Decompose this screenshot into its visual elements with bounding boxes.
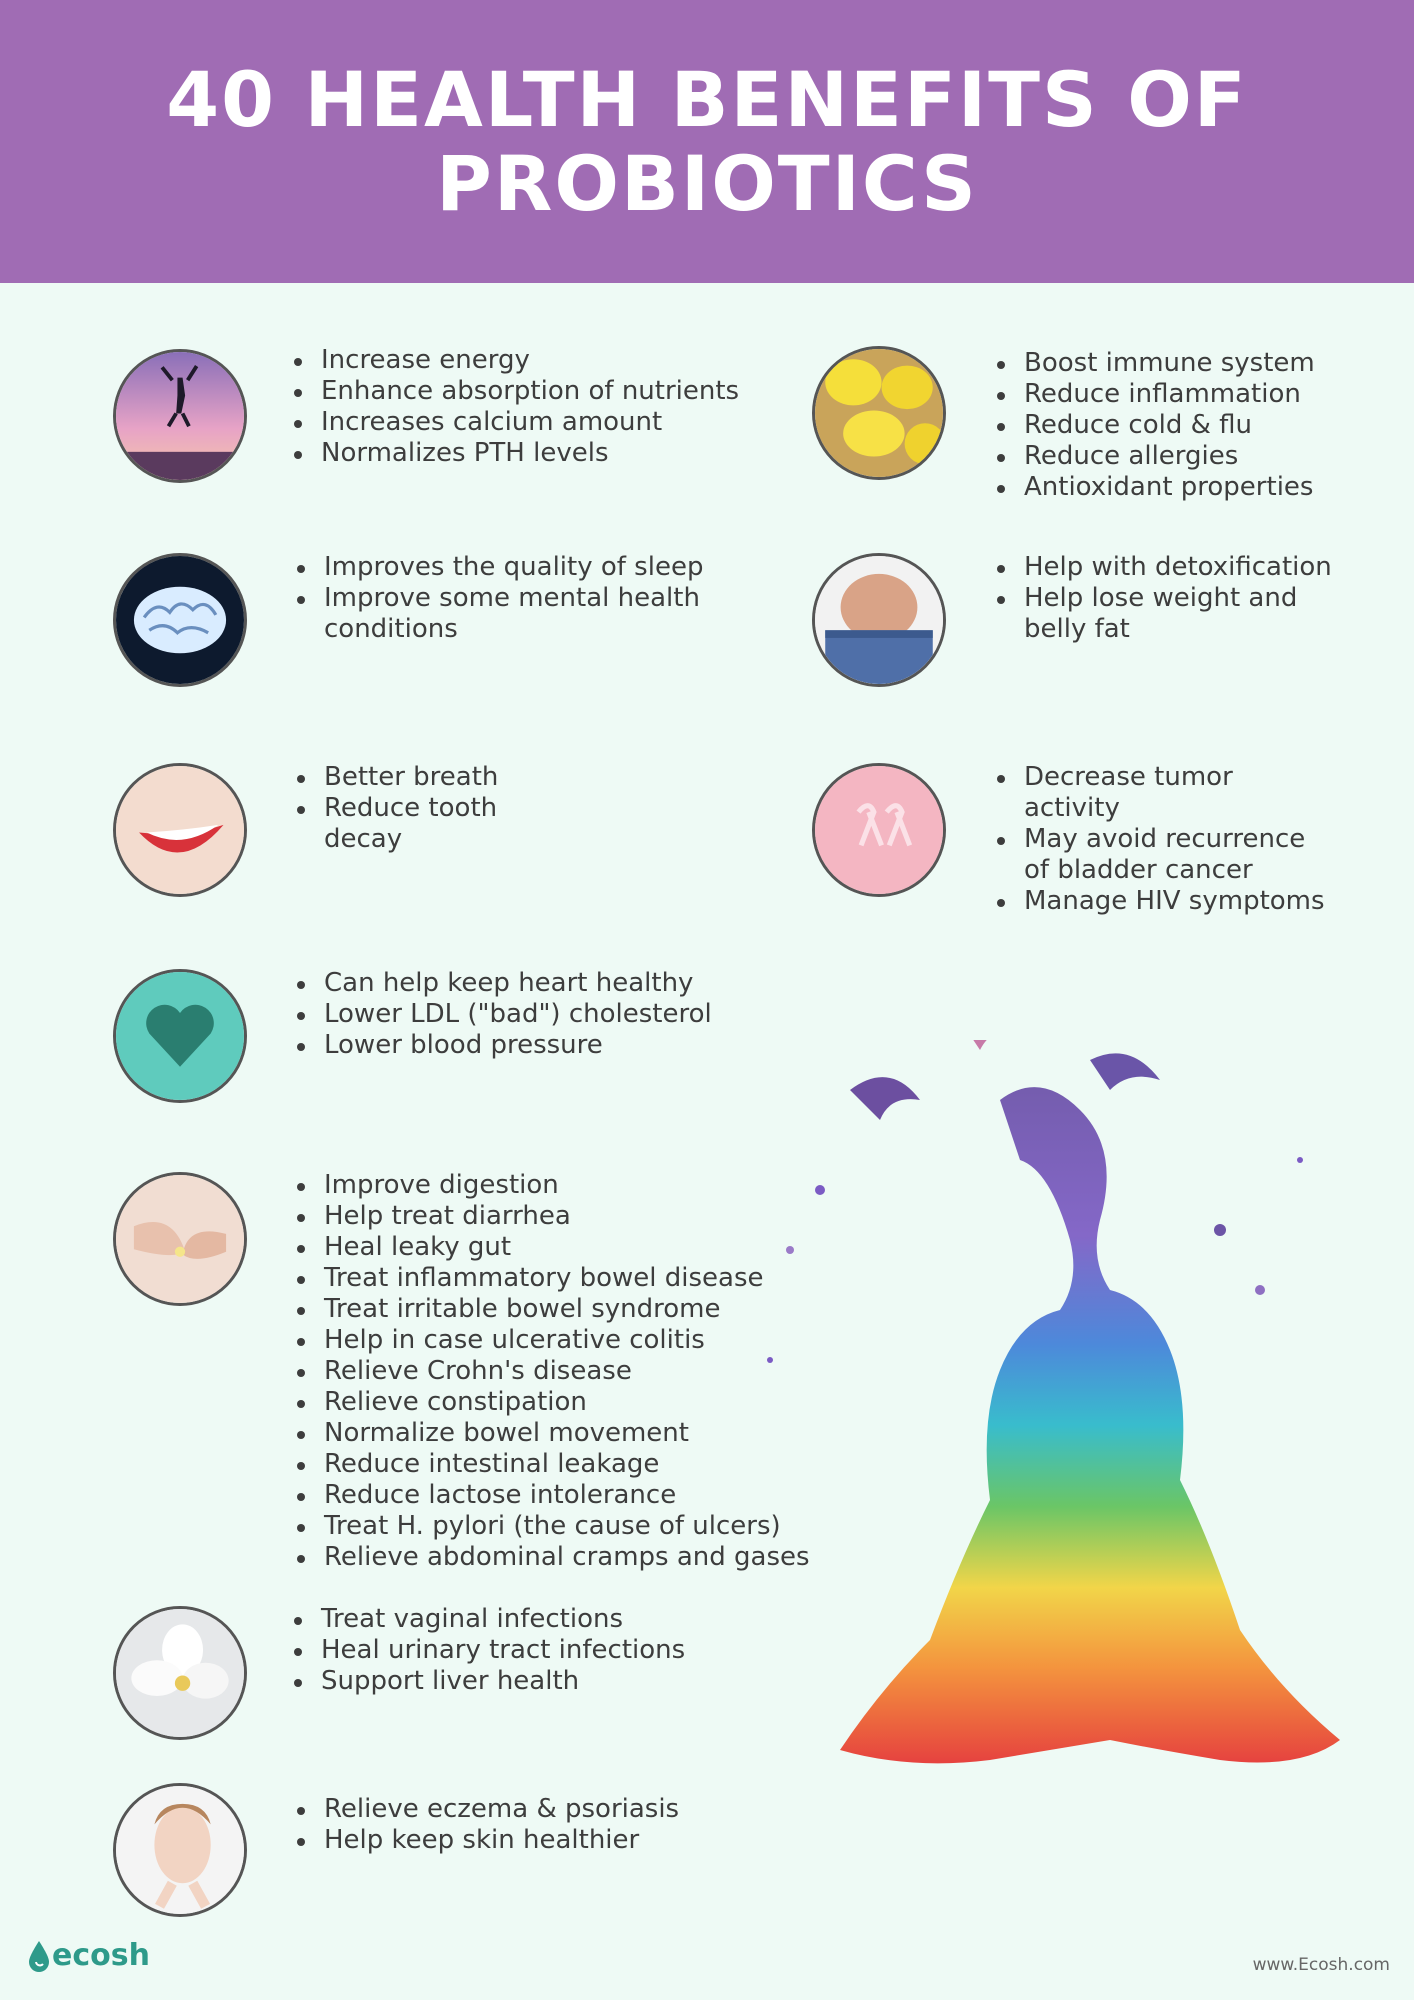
benefit-item: Normalizes PTH levels [292, 438, 772, 469]
benefit-item: Normalize bowel movement [295, 1418, 835, 1449]
benefit-item: Relieve Crohn's disease [295, 1356, 835, 1387]
benefit-item: Treat H. pylori (the cause of ulcers) [295, 1511, 835, 1542]
benefit-item: Support liver health [292, 1666, 732, 1697]
glowing-brain-icon [113, 553, 247, 687]
benefit-item: Heal urinary tract infections [292, 1635, 732, 1666]
jumping-person-icon [113, 349, 247, 483]
benefit-item: Treat irritable bowel syndrome [295, 1294, 835, 1325]
benefit-item: May avoid recurrence of bladder cancer [995, 824, 1325, 886]
heart-icon [113, 969, 247, 1103]
benefit-item: Reduce cold & flu [995, 410, 1375, 441]
meditating-figure-illustration [700, 1040, 1390, 1970]
benefit-item: Boost immune system [995, 348, 1375, 379]
benefit-item: Decrease tumor activity [995, 762, 1325, 824]
benefit-item: Improve some mental health conditions [295, 583, 735, 645]
benefit-item: Manage HIV symptoms [995, 886, 1325, 917]
benefit-item: Improve digestion [295, 1170, 835, 1201]
lemons-icon [812, 346, 946, 480]
benefit-item: Relieve eczema & psoriasis [295, 1794, 695, 1825]
benefit-item: Treat vaginal infections [292, 1604, 732, 1635]
benefits-cancer-list [995, 762, 1325, 917]
loose-jeans-icon [812, 553, 946, 687]
benefits-immune-list [995, 348, 1375, 503]
benefit-item: Lower LDL ("bad") cholesterol [295, 999, 775, 1030]
benefit-item: Reduce intestinal leakage [295, 1449, 835, 1480]
drop-logo-icon [28, 1940, 50, 1972]
benefit-item: Improves the quality of sleep [295, 552, 735, 583]
smile-icon [113, 763, 247, 897]
benefits-skin-list [295, 1794, 695, 1856]
benefit-item: Increase energy [292, 345, 772, 376]
benefit-item: Reduce lactose intolerance [295, 1480, 835, 1511]
benefit-item: Help in case ulcerative colitis [295, 1325, 835, 1356]
benefit-item: Reduce allergies [995, 441, 1375, 472]
ecosh-logo [28, 1938, 150, 1973]
benefit-item: Increases calcium amount [292, 407, 772, 438]
benefit-item: Antioxidant properties [995, 472, 1375, 503]
benefits-oral-list [295, 762, 535, 855]
awareness-ribbons-icon [812, 763, 946, 897]
logo-text: ecosh [52, 1938, 150, 1973]
benefit-item: Can help keep heart healthy [295, 968, 775, 999]
benefit-item: Help keep skin healthier [295, 1825, 695, 1856]
page-title: 40 HEALTH BENEFITS OF PROBIOTICS [166, 54, 1248, 228]
benefits-weight-list [995, 552, 1345, 645]
benefits-mental-list [295, 552, 735, 645]
benefit-item: Treat inflammatory bowel disease [295, 1263, 835, 1294]
website-url: www.Ecosh.com [1252, 1955, 1390, 1975]
benefit-item: Heal leaky gut [295, 1232, 835, 1263]
face-skin-icon [113, 1783, 247, 1917]
benefit-item: Enhance absorption of nutrients [292, 376, 772, 407]
benefit-item: Help lose weight and belly fat [995, 583, 1345, 645]
benefit-item: Help treat diarrhea [295, 1201, 835, 1232]
orchid-icon [113, 1606, 247, 1740]
heart-hands-belly-icon [113, 1172, 247, 1306]
benefit-item: Help with detoxification [995, 552, 1345, 583]
benefit-item: Reduce inflammation [995, 379, 1375, 410]
benefit-item: Better breath [295, 762, 535, 793]
benefits-energy-list [292, 345, 772, 469]
benefit-item: Lower blood pressure [295, 1030, 775, 1061]
benefit-item: Reduce tooth decay [295, 793, 535, 855]
benefit-item: Relieve abdominal cramps and gases [295, 1542, 835, 1573]
header-banner [0, 0, 1414, 283]
benefit-item: Relieve constipation [295, 1387, 835, 1418]
benefits-urinary-list [292, 1604, 732, 1697]
